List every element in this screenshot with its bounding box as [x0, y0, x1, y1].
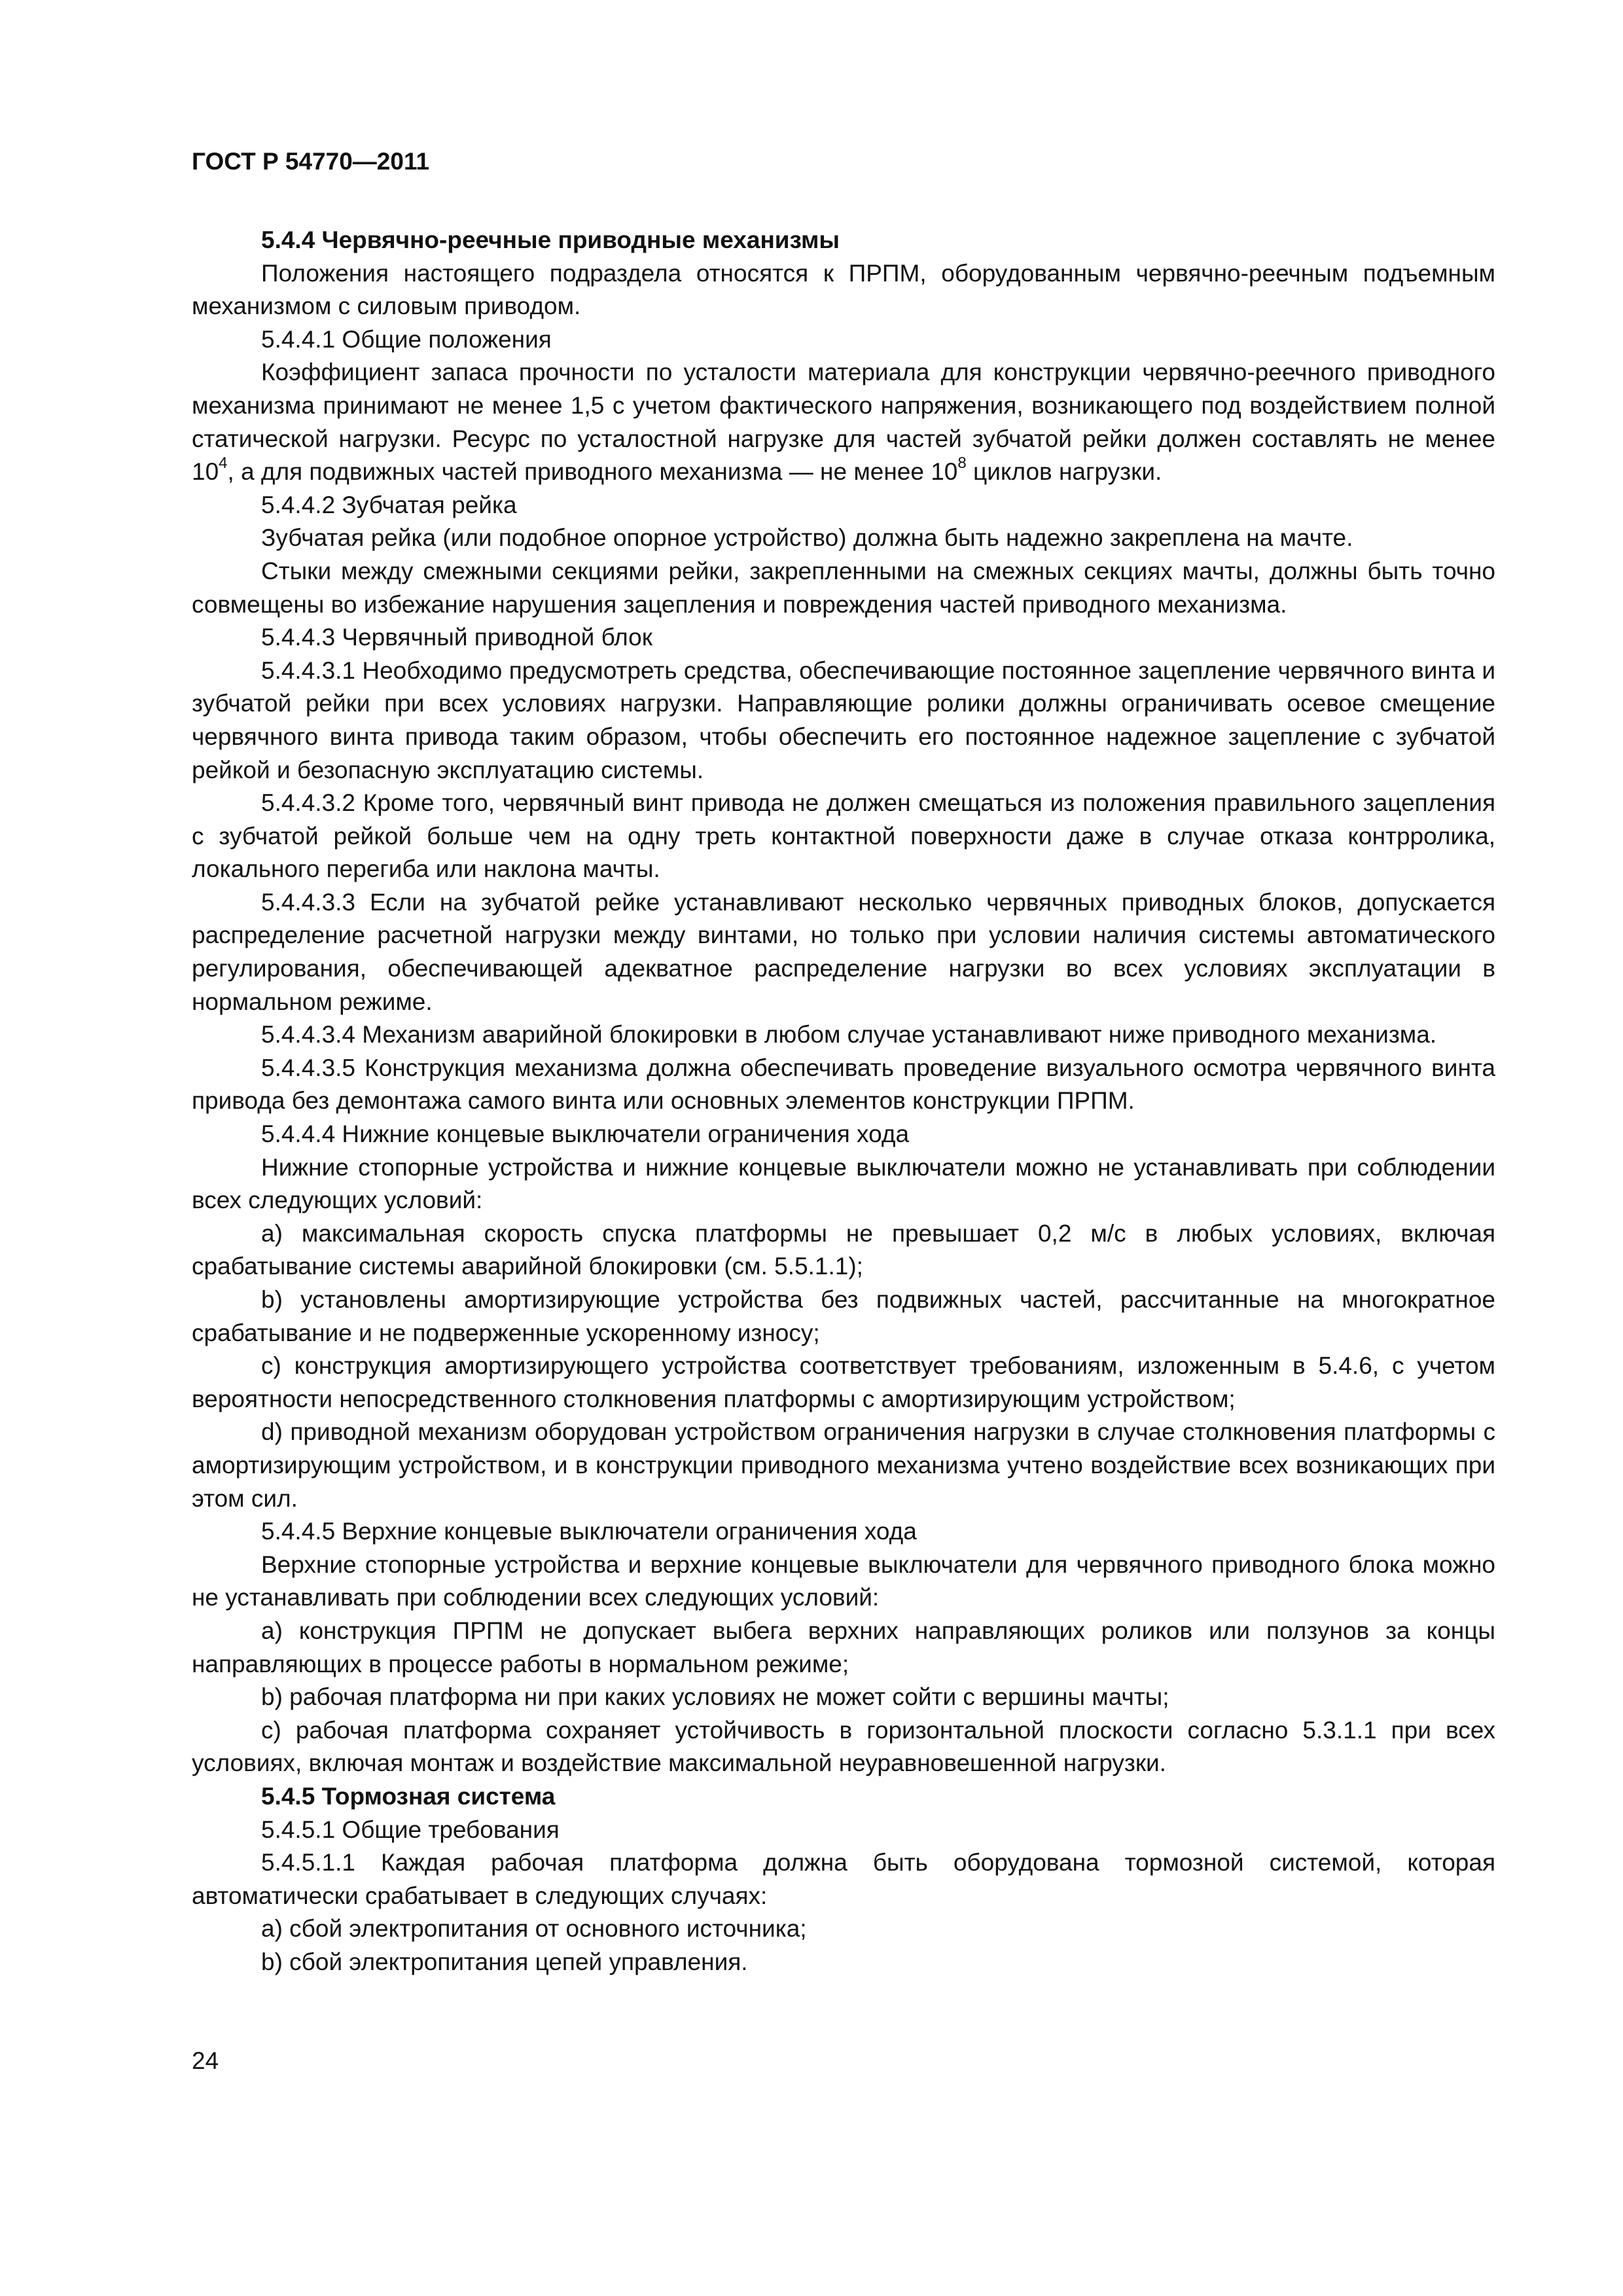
text-segment: циклов нагрузки. [966, 458, 1162, 486]
page-number: 24 [192, 2047, 219, 2074]
paragraph: 5.4.4.3.5 Конструкция механизма должна обеспечивать проведение визуального осмотра червячного винта привода без демонтажа самого винта или основных элементов конструкции ПРПМ. [192, 1054, 1495, 1115]
subsection-heading: 5.4.4.4 Нижние концевые выключатели ограничения хода [261, 1121, 910, 1148]
section-heading: 5.4.4 Червячно-реечные приводные механизмы [261, 226, 840, 253]
text-segment: , а для подвижных частей приводного механизма — не менее 10 [227, 458, 958, 486]
paragraph: 5.4.4.3.3 Если на зубчатой рейке устанавливают несколько червячных приводных блоков, допускается распределение расчетной нагрузки между винтами, но только при условии наличия системы автоматического регулирования, обеспечивающей адекватное распределение нагрузки во всех условиях эксплуатации в нормальном режиме. [192, 888, 1495, 1015]
list-item: c) конструкция амортизирующего устройства соответствует требованиям, изложенным в 5.4.6, с учетом вероятности непосредственного столкновения платформы с амортизирующим устройством; [192, 1352, 1495, 1412]
paragraph: 5.4.4.3.2 Кроме того, червячный винт привода не должен смещаться из положения правильного зацепления с зубчатой рейкой больше чем на одну треть контактной поверхности даже в случае отказа контрролика, локального перегиба или наклона мачты. [192, 789, 1495, 883]
list-item: c) рабочая платформа сохраняет устойчивость в горизонтальной плоскости согласно 5.3.1.1 при всех условиях, включая монтаж и воздействие максимальной неуравновешенной нагрузки. [192, 1716, 1495, 1777]
paragraph: Верхние стопорные устройства и верхние концевые выключатели для червячного приводного блока можно не устанавливать при соблюдении всех следующих условий: [192, 1551, 1495, 1611]
subsection-heading: 5.4.4.1 Общие положения [261, 325, 552, 353]
list-item: а) максимальная скорость спуска платформы не превышает 0,2 м/с в любых условиях, включая срабатывание системы аварийной блокировки (см. 5.5.1.1); [192, 1219, 1495, 1280]
document-code: ГОСТ Р 54770—2011 [192, 148, 430, 175]
list-item: b) сбой электропитания цепей управления. [261, 1948, 748, 1975]
subsection-heading: 5.4.5.1 Общие требования [261, 1816, 560, 1843]
paragraph: Положения настоящего подраздела относятся к ПРПМ, оборудованным червячно-реечным подъемным механизмом с силовым приводом. [192, 259, 1495, 320]
paragraph: 5.4.4.3.1 Необходимо предусмотреть средства, обеспечивающие постоянное зацепление червячного винта и зубчатой рейки при всех условиях нагрузки. Направляющие ролики должны ограничивать осевое смещение червячного винта привода таким образом, чтобы обеспечить его постоянное надежное зацепление с зубчатой рейкой и безопасную эксплуатацию системы. [192, 656, 1495, 783]
text-segment: Коэффициент запаса прочности по усталости материала для конструкции червячно-реечного приводного механизма принимают не менее 1,5 с учетом фактического напряжения, возникающего под воздействием полной статической нагрузки. Ресурс по усталостной нагрузке для частей зубчатой рейки должен составлять не менее 10 [192, 359, 1495, 486]
list-item: b) рабочая платформа ни при каких условиях не может сойти с вершины мачты; [261, 1683, 1169, 1711]
subsection-heading: 5.4.4.2 Зубчатая рейка [261, 491, 517, 518]
paragraph: 5.4.5.1.1 Каждая рабочая платформа должна быть оборудована тормозной системой, которая автоматически срабатывает в следующих случаях: [192, 1849, 1495, 1909]
exponent: 8 [957, 454, 967, 472]
section-heading: 5.4.5 Тормозная система [261, 1782, 556, 1810]
list-item: d) приводной механизм оборудован устройством ограничения нагрузки в случае столкновения платформы с амортизирующим устройством, и в конструкции приводного механизма учтено воздействие всех возникающих при этом сил. [192, 1418, 1495, 1512]
paragraph: Стыки между смежными секциями рейки, закрепленными на смежных секциях мачты, должны быть точно совмещены во избежание нарушения зацепления и повреждения частей приводного механизма. [192, 557, 1495, 618]
list-item: b) установлены амортизирующие устройства без подвижных частей, рассчитанные на многократное срабатывание и не подверженные ускоренному износу; [192, 1286, 1495, 1346]
subsection-heading: 5.4.4.3 Червячный приводной блок [261, 624, 652, 651]
subsection-heading: 5.4.4.5 Верхние концевые выключатели ограничения хода [261, 1518, 917, 1545]
list-item: а) сбой электропитания от основного источника; [261, 1915, 807, 1943]
paragraph: 5.4.4.3.4 Механизм аварийной блокировки в любом случае устанавливают ниже приводного механизма. [261, 1021, 1437, 1049]
list-item: а) конструкция ПРПМ не допускает выбега верхних направляющих роликов или ползунов за концы направляющих в процессе работы в нормальном режиме; [192, 1617, 1495, 1677]
paragraph: Нижние стопорные устройства и нижние концевые выключатели можно не устанавливать при соблюдении всех следующих условий: [192, 1153, 1495, 1214]
document-body [192, 224, 1495, 1979]
paragraph: Зубчатая рейка (или подобное опорное устройство) должна быть надежно закреплена на мачте. [261, 524, 1353, 552]
exponent: 4 [219, 454, 228, 472]
paragraph [192, 356, 1495, 488]
